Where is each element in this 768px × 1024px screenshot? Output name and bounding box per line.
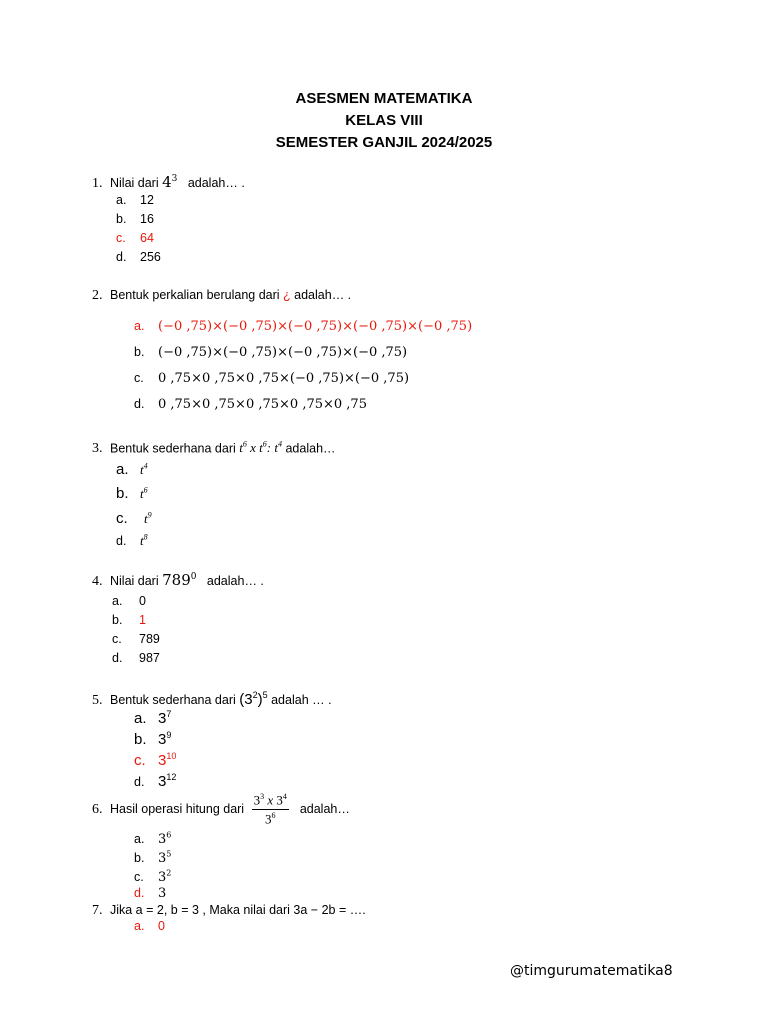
question-text: Bentuk sederhana dari: [109, 441, 236, 456]
option-b: b. $t^6$: [116, 485, 148, 502]
option-d: d. 256: [116, 250, 161, 264]
fraction-expression: $\frac{3^3 x 3^4}{3^6}$: [253, 792, 287, 827]
question-number: 7.: [92, 903, 103, 918]
question-number: 5.: [92, 693, 103, 708]
option-b: b. (−0 ,75)×(−0 ,75)×(−0 ,75)×(−0 ,75): [134, 345, 408, 360]
option-c: c. $3^2$: [134, 869, 172, 886]
question-text-end: adalah… .: [206, 574, 264, 588]
title-line-1: ASESMEN MATEMATIKA: [295, 90, 473, 107]
option-a: a. $t^4$: [116, 461, 148, 478]
watermark-handle: @timgurumatematika8: [510, 963, 673, 979]
question-text: Nilai dari: [109, 574, 159, 588]
question-number: 4.: [92, 574, 103, 589]
question-text-end: adalah… .: [187, 176, 245, 190]
broken-symbol: ¿: [283, 288, 291, 302]
option-a: a. 0: [112, 594, 146, 608]
power-expression: $789^0$: [162, 571, 197, 589]
option-c-answer: c. $3^{10}$: [134, 751, 177, 769]
question-5: [92, 690, 332, 709]
option-c: c. 789: [112, 632, 160, 646]
option-d: d. 987: [112, 651, 160, 665]
power-expression: $4^3$: [162, 173, 178, 191]
option-b: b. $3^9$: [134, 730, 172, 748]
option-c-answer: c. 64: [116, 231, 154, 245]
option-a: a. 12: [116, 193, 154, 207]
option-a-answer: a. 0: [134, 919, 165, 933]
question-number: 1.: [92, 176, 103, 191]
question-4: [92, 571, 264, 590]
question-text-end: adalah … .: [271, 693, 332, 707]
option-d: d. 0 ,75×0 ,75×0 ,75×0 ,75×0 ,75: [134, 397, 367, 412]
option-d: d. $3^{12}$: [134, 772, 177, 790]
option-c: c. 0 ,75×0 ,75×0 ,75×(−0 ,75)×(−0 ,75): [134, 371, 410, 386]
question-2: [92, 288, 351, 304]
question-3: [92, 440, 336, 457]
power-expression: $t^6$ x $t^6$: $t^4$: [239, 440, 282, 456]
option-a-answer: a. (−0 ,75)×(−0 ,75)×(−0 ,75)×(−0 ,75)×(−0 ,75): [134, 319, 473, 334]
option-a: a. $3^6$: [134, 831, 172, 848]
title-line-3: SEMESTER GANJIL 2024/2025: [275, 134, 493, 151]
title-line-2: KELAS VIII: [345, 112, 423, 129]
option-b: b. $3^5$: [134, 850, 172, 867]
question-1: [92, 173, 245, 192]
question-number: 6.: [92, 802, 103, 818]
option-b-answer: b. 1: [112, 613, 146, 627]
option-d: d. $t^8$: [116, 533, 148, 549]
question-text-end: adalah…: [299, 802, 350, 817]
question-text: Hasil operasi hitung dari: [109, 802, 245, 817]
option-a: a. $3^7$: [134, 709, 172, 727]
question-6: [92, 792, 350, 828]
option-d-answer: d. 3: [134, 886, 167, 902]
question-text-end: adalah… .: [294, 288, 352, 302]
question-number: 2.: [92, 288, 103, 303]
question-text: Jika a = 2, b = 3 , Maka nilai dari 3a − 2b = ….: [109, 903, 366, 917]
question-text: Bentuk perkalian berulang dari: [109, 288, 280, 302]
question-text: Bentuk sederhana dari: [109, 693, 236, 707]
question-text-end: adalah…: [285, 441, 336, 456]
option-b: b. 16: [116, 212, 154, 226]
question-7: [92, 903, 366, 919]
question-text: Nilai dari: [109, 176, 159, 190]
question-number: 3.: [92, 441, 103, 457]
power-expression: $(3^2)^5$: [239, 690, 268, 708]
option-c: c. $t^9$: [116, 510, 152, 527]
